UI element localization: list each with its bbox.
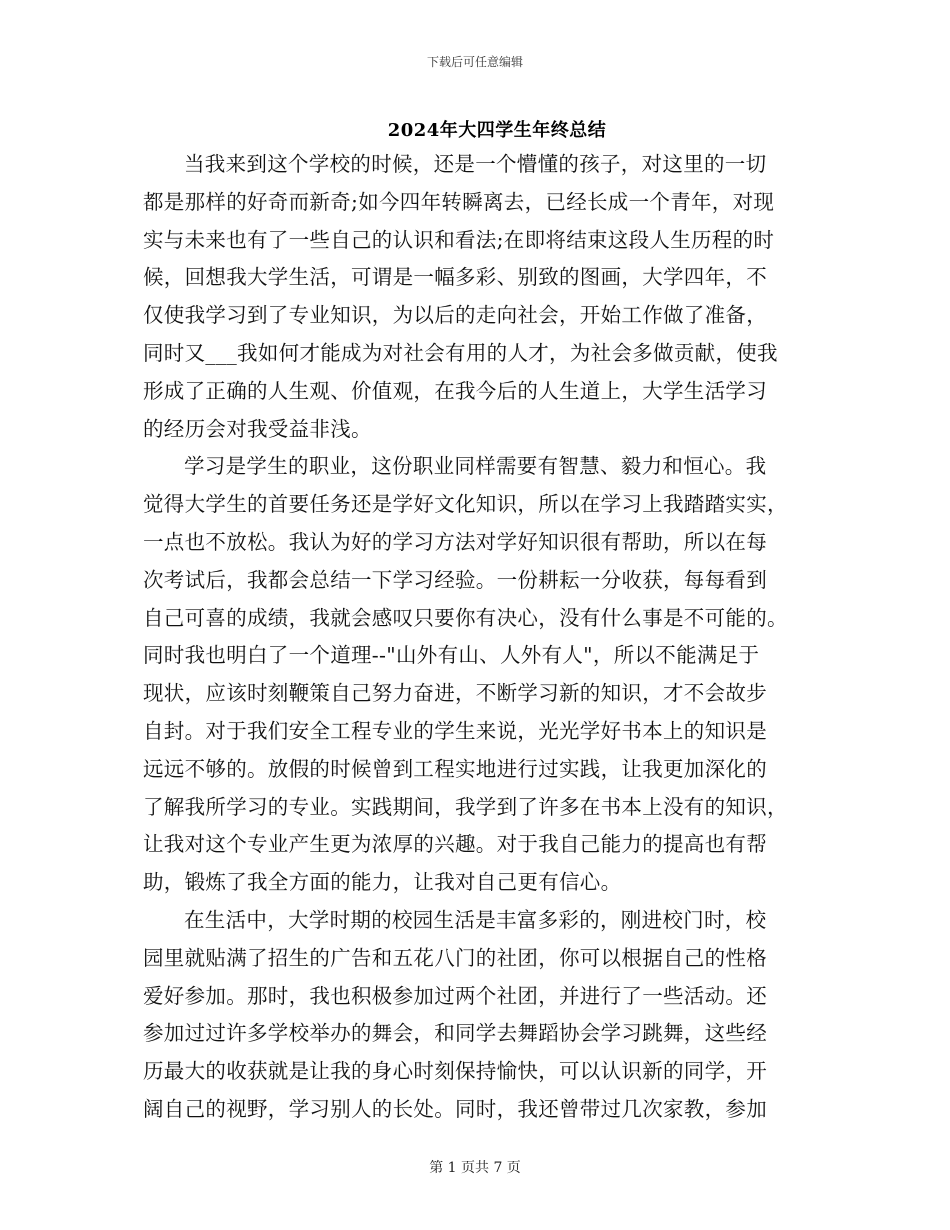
- paragraph-3: 在生活中，大学时期的校园生活是丰富多彩的，刚进校门时，校 园里就贴满了招生的广告和五花八门的社团，你可以根据自己的性格 爱好参加。那时，我也积极参加过两个社团，并进行了一些活动。还 参加过过许多学校举办的舞会，和同学去舞蹈协会学习跳舞，这些经 历最大的收获就是让我的身心时刻保持愉快，可以认识新的同学，开 阔自己的视野，学习别人的长处。同时，我还曾带过几次家教，参加: [143, 907, 767, 1121]
- paragraph-1: 当我来到这个学校的时候，还是一个懵懂的孩子，对这里的一切 都是那样的好奇而新奇;如今四年转瞬离去，已经长成一个青年，对现 实与未来也有了一些自己的认识和看法;在即将结束这段人生历程的时 候，回想我大学生活，可谓是一幅多彩、别致的图画，大学四年，不 仅使我学习到了专业知识，为以后的走向社会，开始工作做了准备， 同时又___我如何才能成为对社会有用的人才，为社会多做贡献，使我 形成了正确的人生观、价值观，在我今后的人生道上，大学生活学习 的经历会对我受益非浅。: [143, 152, 778, 441]
- document-title: 2024年大四学生年终总结: [387, 120, 607, 141]
- page-header: 下载后可任意编辑: [426, 55, 523, 69]
- page-footer: 第 1 页共 7 页: [429, 1160, 521, 1176]
- paragraph-2: 学习是学生的职业，这份职业同样需要有智慧、毅力和恒心。我 觉得大学生的首要任务还是学好文化知识，所以在学习上我踏踏实实， 一点也不放松。我认为好的学习方法对学好知识很有帮助，所以在每 次考试后，我都会总结一下学习经验。一份耕耘一分收获，每每看到 自己可喜的成绩，我就会感叹只要你有决心，没有什么事是不可能的。 同时我也明白了一个道理--"山外有山、人外有人"，所以不能满足于 现状，应该时刻鞭策自己努力奋进，不断学习新的知识，才不会故步 自封。对于我们安全工程专业的学生来说，光光学好书本上的知识是 远远不够的。放假的时候曾到工程实地进行过实践，让我更加深化的 了解我所学习的专业。实践期间，我学到了许多在书本上没有的知识， 让我对这个专业产生更为浓厚的兴趣。对于我自己能力的提高也有帮 助，锻炼了我全方面的能力，让我对自己更有信心。: [143, 454, 788, 895]
- document-body: [143, 146, 807, 1129]
